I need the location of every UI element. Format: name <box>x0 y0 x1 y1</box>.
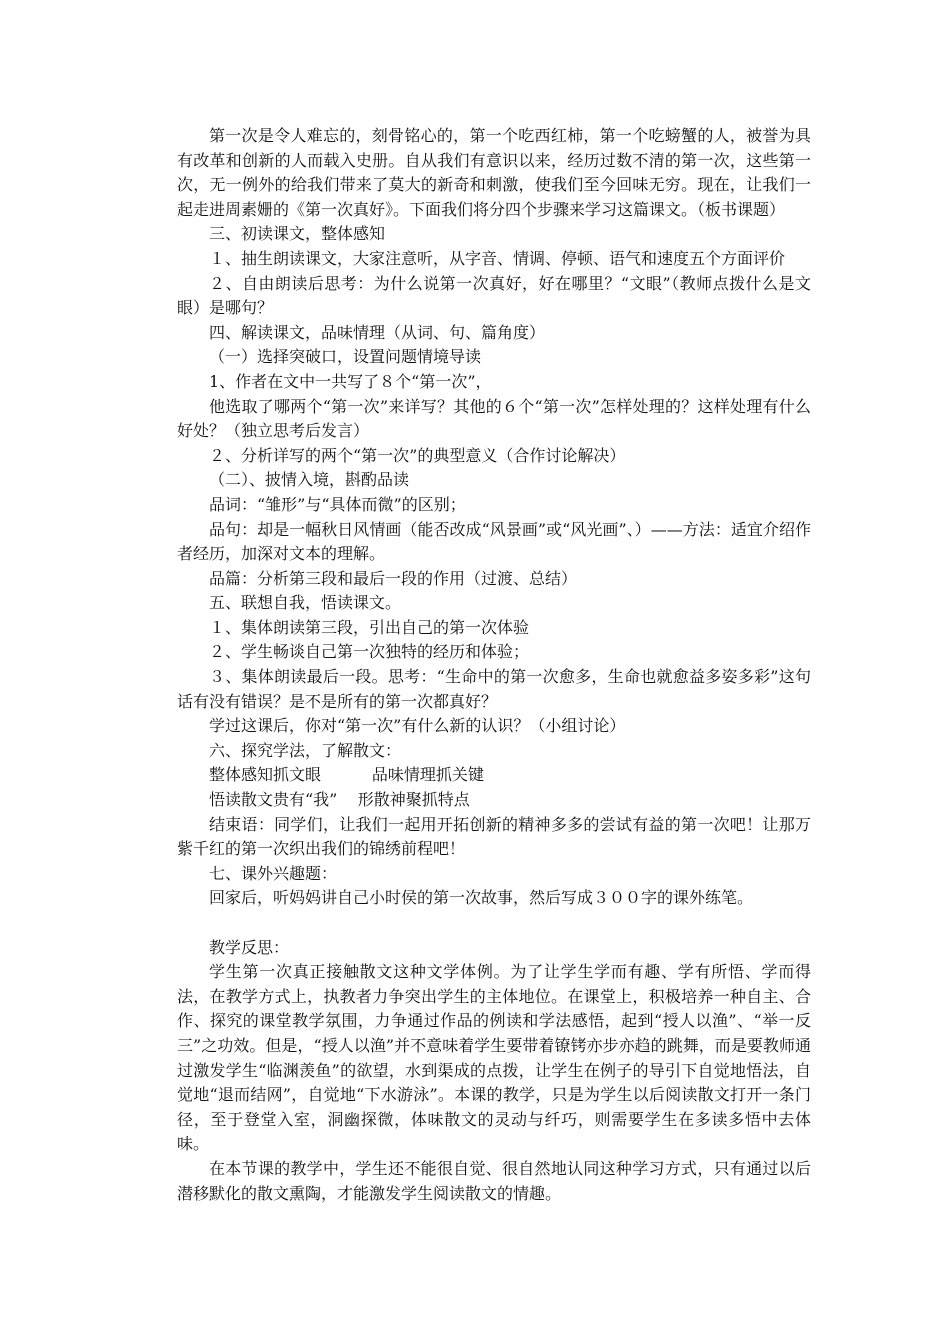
document-body <box>177 124 811 1206</box>
paragraph: 品词：“雏形”与“具体而微”的区别； <box>209 494 466 514</box>
paragraph: 结束语：同学们，让我们一起用开拓创新的精神多多的尝试有益的第一次吧！让那万紫千红的第一次织出我们的锦绣前程吧！ <box>177 814 811 859</box>
paragraph: 品篇：分析第三段和最后一段的作用（过渡、总结） <box>209 568 578 588</box>
section-heading: 五、联想自我，悟读课文。 <box>209 593 402 613</box>
list-item: ２、分析详写的两个“第一次”的典型意义（合作讨论解决） <box>209 445 626 465</box>
list-item: ３、集体朗读最后一段。思考：“生命中的第一次愈多，生命也就愈益多姿多彩”这句话有没有错误？是不是所有的第一次都真好？ <box>177 667 811 711</box>
section-heading: 教学反思： <box>209 937 290 957</box>
section-heading: 四、解读课文，品味情理（从词、句、篇角度） <box>209 322 546 342</box>
list-item: 1、作者在文中一共写了８个“第一次”， <box>209 371 492 391</box>
list-item: １、集体朗读第三段，引出自己的第一次体验 <box>209 617 530 637</box>
method-line: 悟读散文贵有“我” 形散神聚抓特点 <box>209 790 470 810</box>
list-item: ２、学生畅谈自己第一次独特的经历和体验； <box>209 642 530 662</box>
paragraph: 学过这课后，你对“第一次”有什么新的认识？（小组讨论） <box>209 716 626 736</box>
subsection-heading: （二）、披情入境，斟酌品读 <box>209 470 410 490</box>
section-heading: 三、初读课文，整体感知 <box>209 224 386 244</box>
paragraph: 学生第一次真正接触散文这种文学体例。为了让学生学而有趣、学有所悟、学而得法，在教学方式上，执教者力争突出学生的主体地位。在课堂上，积极培养一种自主、合作、探究的课堂教学氛围，力争通过作品的例读和学法感悟，起到“授人以渔”、“举一反三”之功效。但是，“授人以渔”并不意味着学生要带着镣铐亦步亦趋的跳舞，而是要教师通过激发学生“临渊羡鱼”的欲望，水到渠成的点拨，让学生在例子的导引下自觉地悟法，自觉地“退而结网”，自觉地“下水游泳”。本课的教学，只是为学生以后阅读散文打开一条门径，至于登堂入室，洞幽探微，体味散文的灵动与纤巧，则需要学生在多读多悟中去体味。 <box>177 962 811 1154</box>
paragraph: 在本节课的教学中，学生还不能很自觉、很自然地认同这种学习方式，只有通过以后潜移默化的散文熏陶，才能激发学生阅读散文的情趣。 <box>177 1158 811 1203</box>
list-item: １、抽生朗读课文，大家注意听，从字音、情调、停顿、语气和速度五个方面评价 <box>209 248 786 268</box>
paragraph: 第一次是令人难忘的，刻骨铭心的，第一个吃西红柿，第一个吃螃蟹的人，被誉为具有改革和创新的人而载入史册。自从我们有意识以来，经历过数不清的第一次，这些第一次，无一例外的给我们带来了莫大的新奇和刺激，使我们至今回味无穷。现在，让我们一起走进周素姗的《第一次真好》。下面我们将分四个步骤来学习这篇课文。（板书课题） <box>177 126 811 219</box>
method-line: 整体感知抓文眼 品味情理抓关键 <box>209 765 484 785</box>
paragraph: 他选取了哪两个“第一次”来详写？其他的６个“第一次”怎样处理的？这样处理有什么好处？（独立思考后发言） <box>177 396 811 441</box>
section-heading: 七、课外兴趣题： <box>209 863 338 883</box>
section-heading: 六、探究学法，了解散文： <box>209 740 402 760</box>
paragraph: 回家后，听妈妈讲自己小时侯的第一次故事，然后写成３００字的课外练笔。 <box>209 888 754 908</box>
blank-line <box>177 911 811 936</box>
list-item: ２、自由朗读后思考：为什么说第一次真好，好在哪里？“文眼”（教师点拨什么是文眼）是哪句？ <box>177 273 811 318</box>
subsection-heading: （一）选择突破口，设置问题情境导读 <box>209 347 482 367</box>
paragraph: 品句：却是一幅秋日风情画（能否改成“风景画”或“风光画”、）——方法：适宜介绍作者经历，加深对文本的理解。 <box>177 519 811 564</box>
